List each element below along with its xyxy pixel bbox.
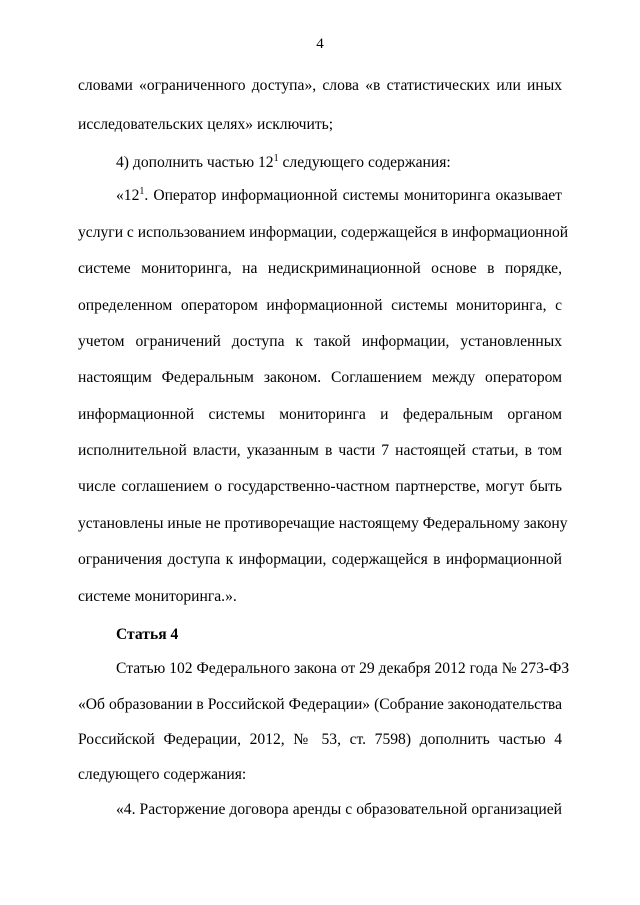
- quote-line: настоящим Федеральным законом. Соглашением между оператором: [78, 369, 562, 386]
- item-4-text-end: следующего содержания:: [278, 154, 451, 171]
- text-line: Статью 102 Федерального закона от 29 декабря 2012 года № 273-ФЗ: [116, 660, 570, 677]
- article-heading: Статья 4: [116, 626, 179, 643]
- quote-text: . Оператор информационной системы мониторинга оказывает: [144, 187, 562, 204]
- quote-line: установлены иные не противоречащие настоящему Федеральному закону: [78, 515, 568, 532]
- quote-line: ограничения доступа к информации, содержащейся в информационной: [78, 551, 562, 568]
- quote-line: определенном оператором информационной системы мониторинга, с: [78, 297, 562, 314]
- quote-first-line: [116, 186, 562, 206]
- text-line: «4. Расторжение договора аренды с образовательной организацией: [116, 801, 562, 818]
- superscript: 1: [139, 186, 145, 197]
- item-4-text: 4) дополнить частью 12: [116, 154, 274, 171]
- quote-line: информационной системы мониторинга и федеральным органом: [78, 406, 562, 423]
- text-line: Российской Федерации, 2012, № 53, ст. 7598) дополнить частью 4: [78, 731, 562, 748]
- text-line: исследовательских целях» исключить;: [78, 116, 334, 133]
- quote-line: числе соглашением о государственно-частном партнерстве, могут быть: [78, 478, 562, 495]
- quote-line: системе мониторинга, на недискриминационной основе в порядке,: [78, 260, 562, 277]
- quote-line: исполнительной власти, указанным в части 7 настоящей статьи, в том: [78, 442, 562, 459]
- item-4-line: [116, 153, 562, 173]
- text-line: следующего содержания:: [78, 766, 247, 783]
- text-line: словами «ограниченного доступа», слова «в статистических или иных: [78, 77, 562, 94]
- quote-line: услуги с использованием информации, содержащейся в информационной: [78, 224, 569, 241]
- superscript: 1: [273, 153, 279, 164]
- quote-line: учетом ограничений доступа к такой информации, установленных: [78, 333, 562, 350]
- text-line: «Об образовании в Российской Федерации» (Собрание законодательства: [78, 696, 562, 713]
- quote-open: «12: [116, 187, 140, 204]
- page-number: 4: [316, 36, 324, 52]
- quote-line: системе мониторинга.».: [78, 588, 237, 605]
